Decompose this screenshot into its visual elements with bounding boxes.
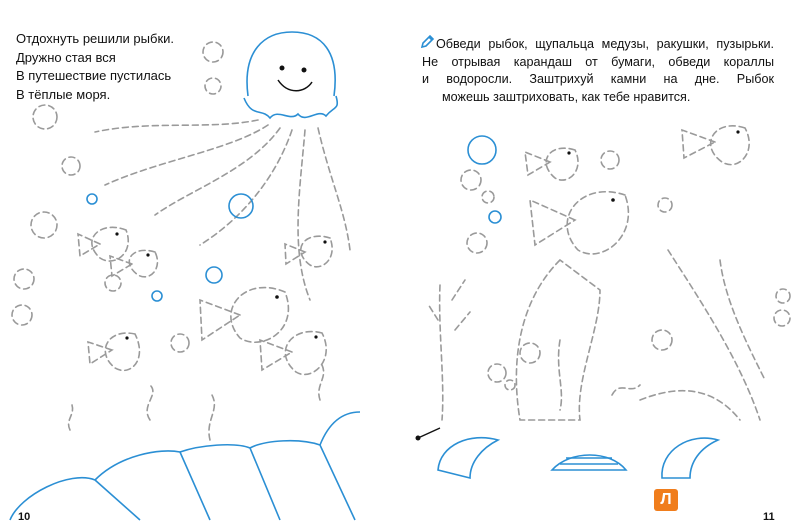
publisher-logo: Л (654, 489, 678, 511)
poem-line: Отдохнуть решили рыбки. (16, 31, 175, 46)
poem-line: В тёплые моря. (16, 86, 111, 102)
page-number-left: 10 (18, 511, 31, 523)
poem-line: Дружно стая вся (16, 49, 116, 65)
instruction-line: Не отрывая карандаш от бумаги, обведи кораллы (422, 54, 774, 69)
instruction-line: можешь заштриховать, как тебе нравится. (442, 89, 691, 104)
instruction-line: Обведи рыбок, щупальца медузы, ракушки, пузырьки. (436, 37, 774, 51)
page-number-right: 11 (763, 511, 775, 523)
instruction-line: и водоросли. Заштрихуй камни на дне. Рыбок (422, 72, 774, 86)
poem-line: В путешествие пустилась (16, 68, 172, 83)
